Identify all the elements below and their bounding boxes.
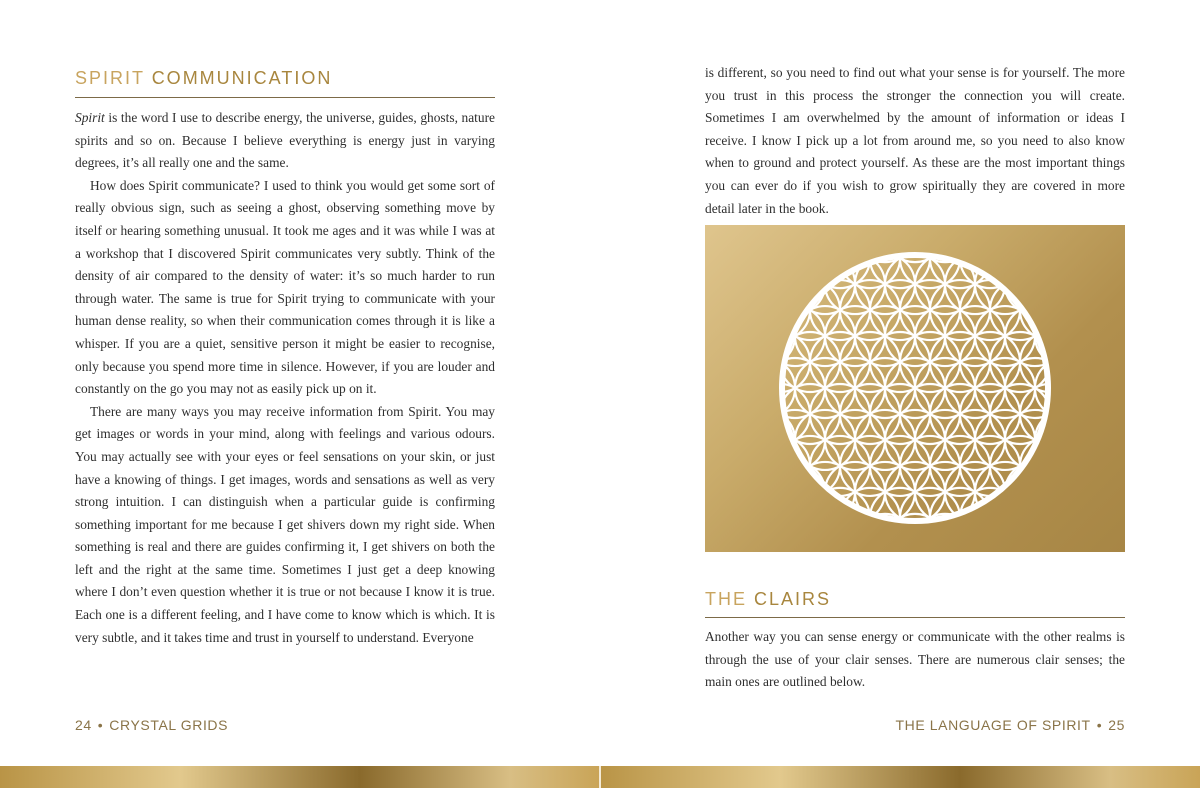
flower-circle xyxy=(1020,280,1080,340)
heading-part-2: COMMUNICATION xyxy=(151,68,333,88)
paragraph-intro xyxy=(75,107,495,175)
section-heading-spirit-communication xyxy=(75,68,332,89)
page-edge-right xyxy=(600,766,1200,788)
paragraph-ways-to-receive: There are many ways you may receive information from Spirit. You may get images or words in your mind, along with feelings and various odours. You may actually see with your eyes or feel sensations on your skin, or just have a knowing of things. I get images, words and sensations as well as very strong intuition. I can distinguish when a particular guide is confirming something important for me because I get shivers down my right side. When something is real and there are guides confirming it, I get shivers on both the left and the right at the same time. Sometimes I just get a deep knowing where I don’t even question whether it is true or not because I know it is true. Each one is a different feeling, and I have come to know which is which. It is very subtle, and it takes time and trust in yourself to understand. Everyone xyxy=(75,403,495,645)
flower-circle xyxy=(765,254,825,314)
heading-part-1: SPIRIT xyxy=(75,68,152,88)
spirit-term: Spirit xyxy=(75,110,105,125)
heading-rule xyxy=(75,97,495,98)
flower-circle xyxy=(750,280,810,340)
folio-bullet: • xyxy=(1096,717,1103,733)
running-head: CRYSTAL GRIDS xyxy=(109,717,229,733)
page-number: 24 xyxy=(75,717,92,733)
left-body-text xyxy=(75,107,495,649)
flower-circle xyxy=(1005,254,1065,314)
page-edge-left xyxy=(0,766,600,788)
right-body-text xyxy=(705,62,1125,220)
paragraph-continued: is different, so you need to find out what your sense is for yourself. The more you trust in this process the stronger the connection you will create. Sometimes I am overwhelmed by the amount of information or ideas I receive. I know I pick up a lot from around me, so you need to also know when to ground and protect yourself. As these are the most important things you can ever do if you wish to grow spiritually they are covered in more detail later in the book. xyxy=(705,65,1125,216)
flower-of-life-icon xyxy=(705,225,1125,552)
flower-circle xyxy=(1005,462,1065,522)
right-folio xyxy=(895,717,1125,733)
heading-rule xyxy=(705,617,1125,618)
running-head: THE LANGUAGE OF SPIRIT xyxy=(895,717,1091,733)
page-number: 25 xyxy=(1108,717,1125,733)
heading-part-1: THE xyxy=(705,589,755,609)
clairs-body-text xyxy=(705,626,1125,694)
left-page xyxy=(0,0,600,766)
flower-circle xyxy=(1020,436,1080,496)
left-folio xyxy=(75,717,228,733)
paragraph-intro-text: is the word I use to describe energy, the universe, guides, ghosts, nature spirits and so on. Because I believe everything is energy just in varying degrees, it’s all really one and the same. xyxy=(75,110,495,171)
paragraph-clairs: Another way you can sense energy or communicate with the other realms is through the use of your clair senses. There are numerous clair senses; the main ones are outlined below. xyxy=(705,629,1125,690)
gutter xyxy=(599,766,601,788)
flower-circle xyxy=(750,436,810,496)
paragraph-how-spirit-communicates: How does Spirit communicate? I used to think you would get some sort of really obvious sign, such as seeing a ghost, observing something move by itself or hearing something unusual. It took me ages and it was while I was at a workshop that I discovered Spirit communicates very subtly. Think of the density of air compared to the density of water: it’s so much harder to run through water. The same is true for Spirit trying to communicate with your human dense reality, so when their communication comes through it is like a whisper. If you are a quiet, sensitive person it might be easier to recognise, only because you spend more time in silence. However, if you are louder and constantly on the go you may not as easily pick up on it. xyxy=(75,177,495,397)
flower-circle xyxy=(765,462,825,522)
flower-of-life-image xyxy=(705,225,1125,552)
folio-bullet: • xyxy=(97,717,104,733)
section-heading-the-clairs xyxy=(705,589,831,610)
heading-part-2: CLAIRS xyxy=(754,589,832,609)
